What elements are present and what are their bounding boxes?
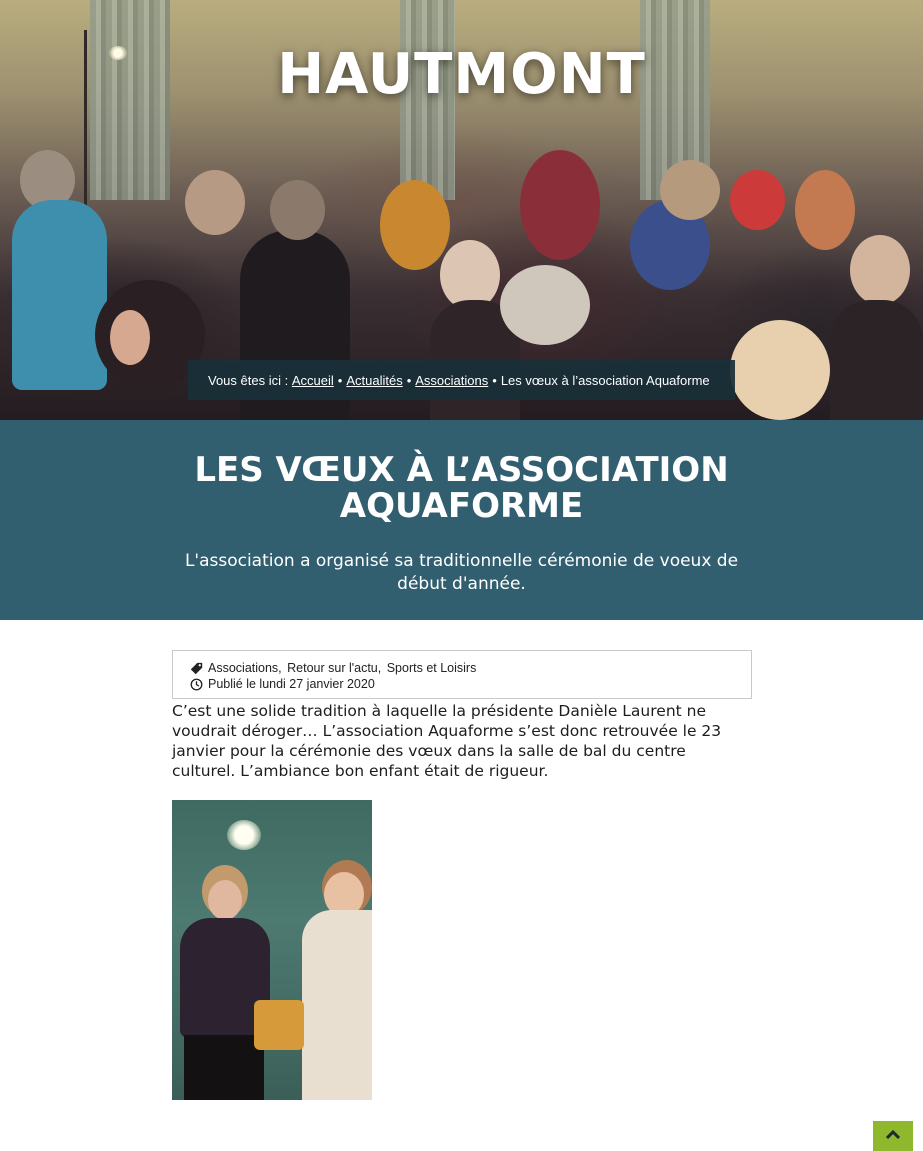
crowd-figure xyxy=(520,150,600,260)
article-body: C’est une solide tradition à laquelle la présidente Danièle Laurent ne voudrait déroger… L’association Aquaforme s’est donc retrouvée le 23 janvier pour la cérémonie des vœux dans la salle de bal du centre culturel. L’ambiance bon enfant était de rigueur. xyxy=(172,702,722,780)
crowd-figure xyxy=(660,160,720,220)
ceiling-light xyxy=(227,820,261,850)
page-subtitle: L'association a organisé sa traditionnelle cérémonie de voeux de début d'année. xyxy=(184,551,739,594)
breadcrumb-link-accueil[interactable]: Accueil xyxy=(291,372,334,388)
crowd-figure xyxy=(730,320,830,420)
chevron-up-icon xyxy=(885,1127,901,1145)
breadcrumb-current: Les vœux à l’association Aquaforme xyxy=(500,372,710,388)
tag-icon xyxy=(189,661,203,675)
breadcrumb-separator: • xyxy=(492,372,497,388)
date-line xyxy=(189,676,735,692)
breadcrumb-link-actualites[interactable]: Actualités xyxy=(346,372,403,388)
site-title[interactable]: HAUTMONT xyxy=(277,42,646,107)
clock-icon xyxy=(189,677,203,691)
crowd-figure xyxy=(500,265,590,345)
breadcrumb-prefix: Vous êtes ici : xyxy=(208,372,289,388)
breadcrumb-separator: • xyxy=(337,372,343,388)
breadcrumb-separator: • xyxy=(406,372,412,388)
person-body xyxy=(302,910,372,1100)
category-link-sports-et-loisirs[interactable]: Sports et Loisirs xyxy=(386,661,477,675)
hero-image xyxy=(0,0,923,420)
crowd-figure xyxy=(850,235,910,305)
category-link-retour-sur-l-actu[interactable]: Retour sur l'actu, xyxy=(287,661,382,675)
category-line xyxy=(189,660,735,676)
crowd-figure xyxy=(830,300,923,420)
article-meta xyxy=(172,650,752,699)
crowd-figure xyxy=(380,180,450,270)
crowd-figure xyxy=(185,170,245,235)
article-photo[interactable] xyxy=(172,800,372,1100)
handbag xyxy=(254,1000,304,1050)
crowd-figure xyxy=(270,180,325,240)
crowd-figure xyxy=(795,170,855,250)
category-link-associations[interactable]: Associations, xyxy=(208,661,282,675)
crowd-figure xyxy=(730,170,785,230)
scroll-to-top-button[interactable] xyxy=(873,1121,913,1151)
published-date: Publié le lundi 27 janvier 2020 xyxy=(208,677,375,691)
breadcrumb-link-associations[interactable]: Associations xyxy=(415,372,489,388)
crowd-figure xyxy=(110,310,150,365)
crowd-figure xyxy=(12,200,107,390)
article-header-banner xyxy=(0,420,923,620)
person-skirt xyxy=(184,1035,264,1100)
person-face xyxy=(208,880,242,920)
page-title: LES VŒUX À L’ASSOCIATION AQUAFORME xyxy=(194,450,729,526)
breadcrumb xyxy=(188,360,735,400)
